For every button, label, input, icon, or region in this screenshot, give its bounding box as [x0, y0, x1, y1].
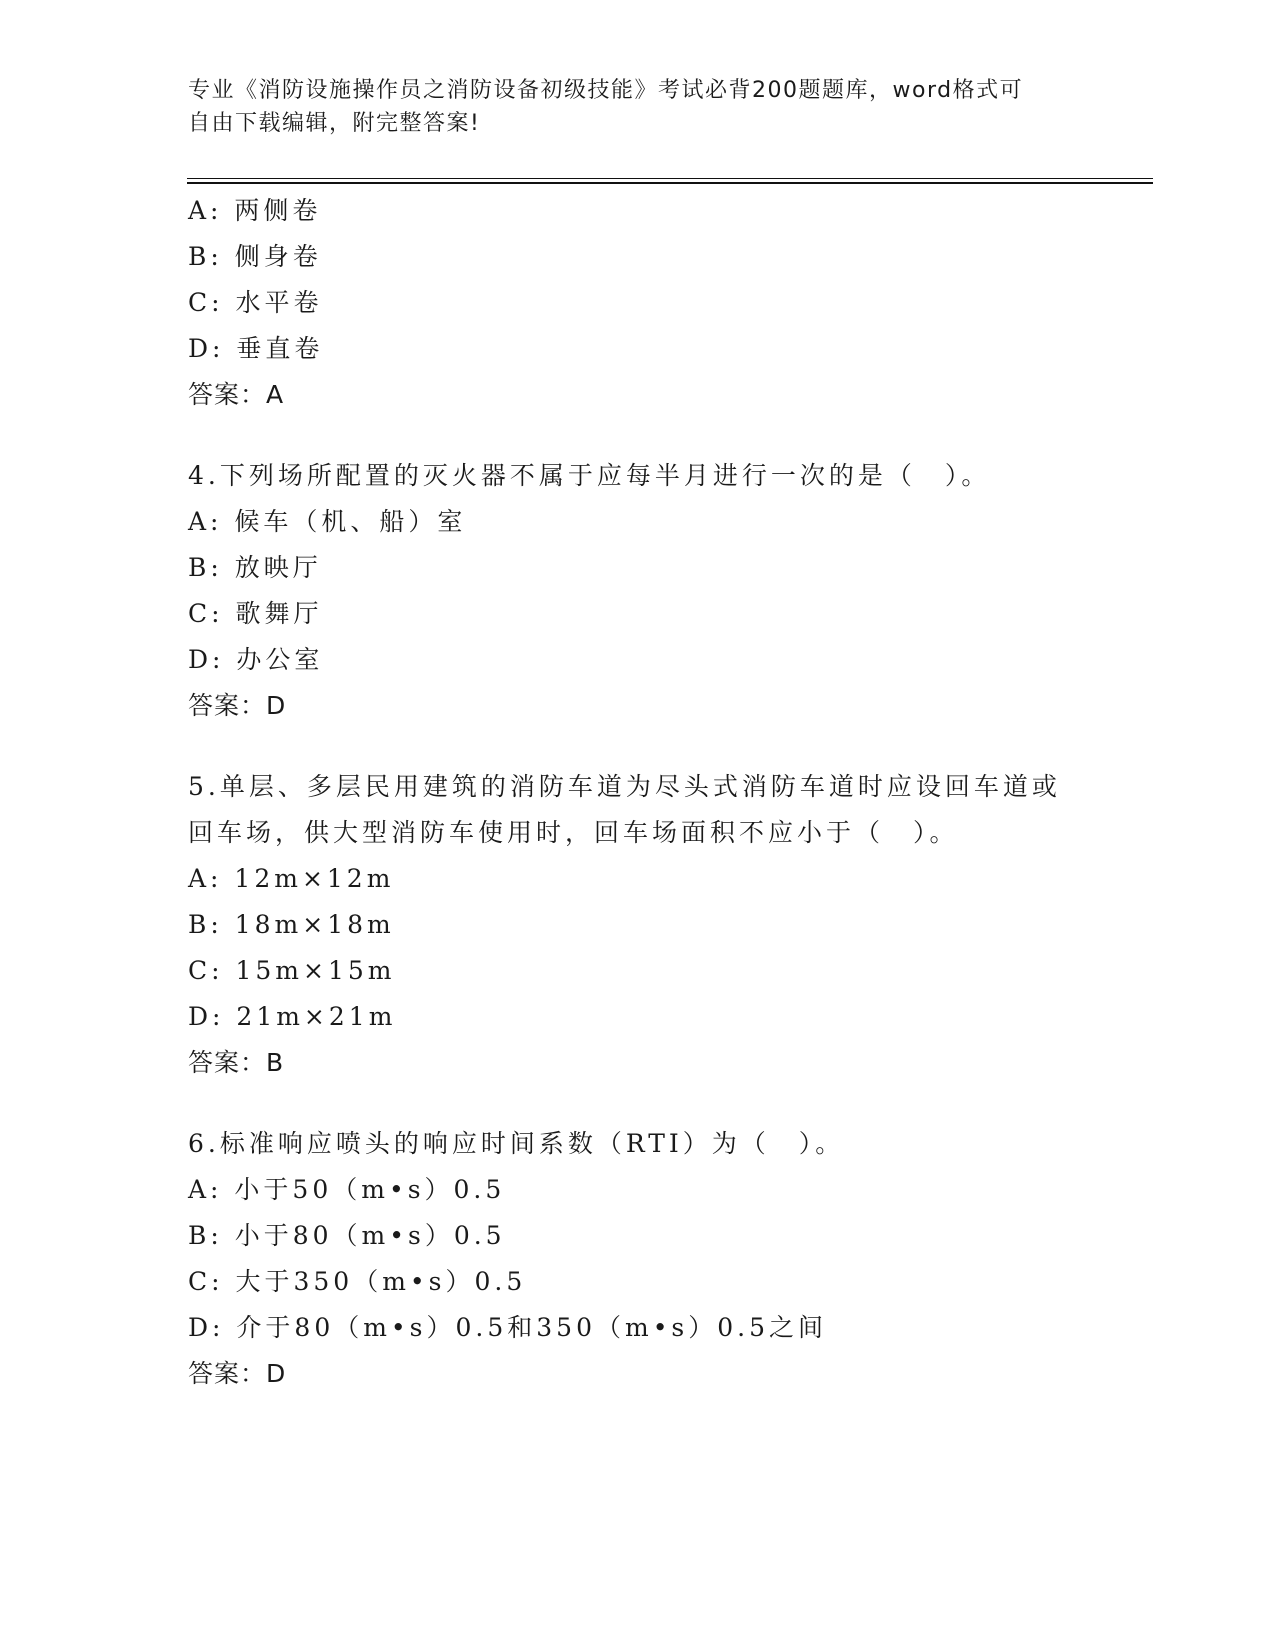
answer: 答案：B — [188, 1048, 285, 1077]
question-3 — [188, 188, 1088, 418]
option-b: B: 侧身卷 — [188, 242, 322, 271]
option-c: C: 歌舞厅 — [188, 599, 323, 628]
question-6 — [188, 1121, 1088, 1397]
document-header — [188, 74, 1078, 140]
header-divider-thin — [187, 178, 1153, 179]
question-list — [188, 188, 1088, 1397]
option-c: C: 15m×15m — [188, 956, 396, 985]
header-divider-thick — [187, 182, 1153, 184]
option-d: D: 垂直卷 — [188, 334, 324, 363]
option-a: A: 候车（机、船）室 — [188, 507, 467, 536]
question-stem-line-1: 5.单层、多层民用建筑的消防车道为尽头式消防车道时应设回车道或 — [188, 772, 1061, 801]
header-line-2: 自由下载编辑，附完整答案! — [188, 111, 481, 136]
option-a: A: 小于50（m•s）0.5 — [188, 1175, 506, 1204]
option-d: D: 介于80（m•s）0.5和350（m•s）0.5之间 — [188, 1313, 828, 1342]
question-stem: 6.标准响应喷头的响应时间系数（RTI）为（ ）。 — [188, 1129, 845, 1158]
option-a: A: 两侧卷 — [188, 196, 322, 225]
question-stem-line-2: 回车场，供大型消防车使用时，回车场面积不应小于（ ）。 — [188, 818, 959, 847]
question-5 — [188, 764, 1088, 1086]
answer: 答案：D — [188, 1359, 287, 1388]
option-b: B: 放映厅 — [188, 553, 322, 582]
option-d: D: 21m×21m — [188, 1002, 397, 1031]
option-a: A: 12m×12m — [188, 864, 395, 893]
answer: 答案：A — [188, 380, 285, 409]
option-b: B: 小于80（m•s）0.5 — [188, 1221, 506, 1250]
option-c: C: 大于350（m•s）0.5 — [188, 1267, 527, 1296]
option-b: B: 18m×18m — [188, 910, 395, 939]
option-c: C: 水平卷 — [188, 288, 323, 317]
question-stem: 4.下列场所配置的灭火器不属于应每半月进行一次的是（ ）。 — [188, 461, 991, 490]
header-line-1: 专业《消防设施操作员之消防设备初级技能》考试必背200题题库，word格式可 — [188, 78, 1024, 103]
question-4 — [188, 453, 1088, 729]
option-d: D: 办公室 — [188, 645, 324, 674]
answer: 答案：D — [188, 691, 287, 720]
